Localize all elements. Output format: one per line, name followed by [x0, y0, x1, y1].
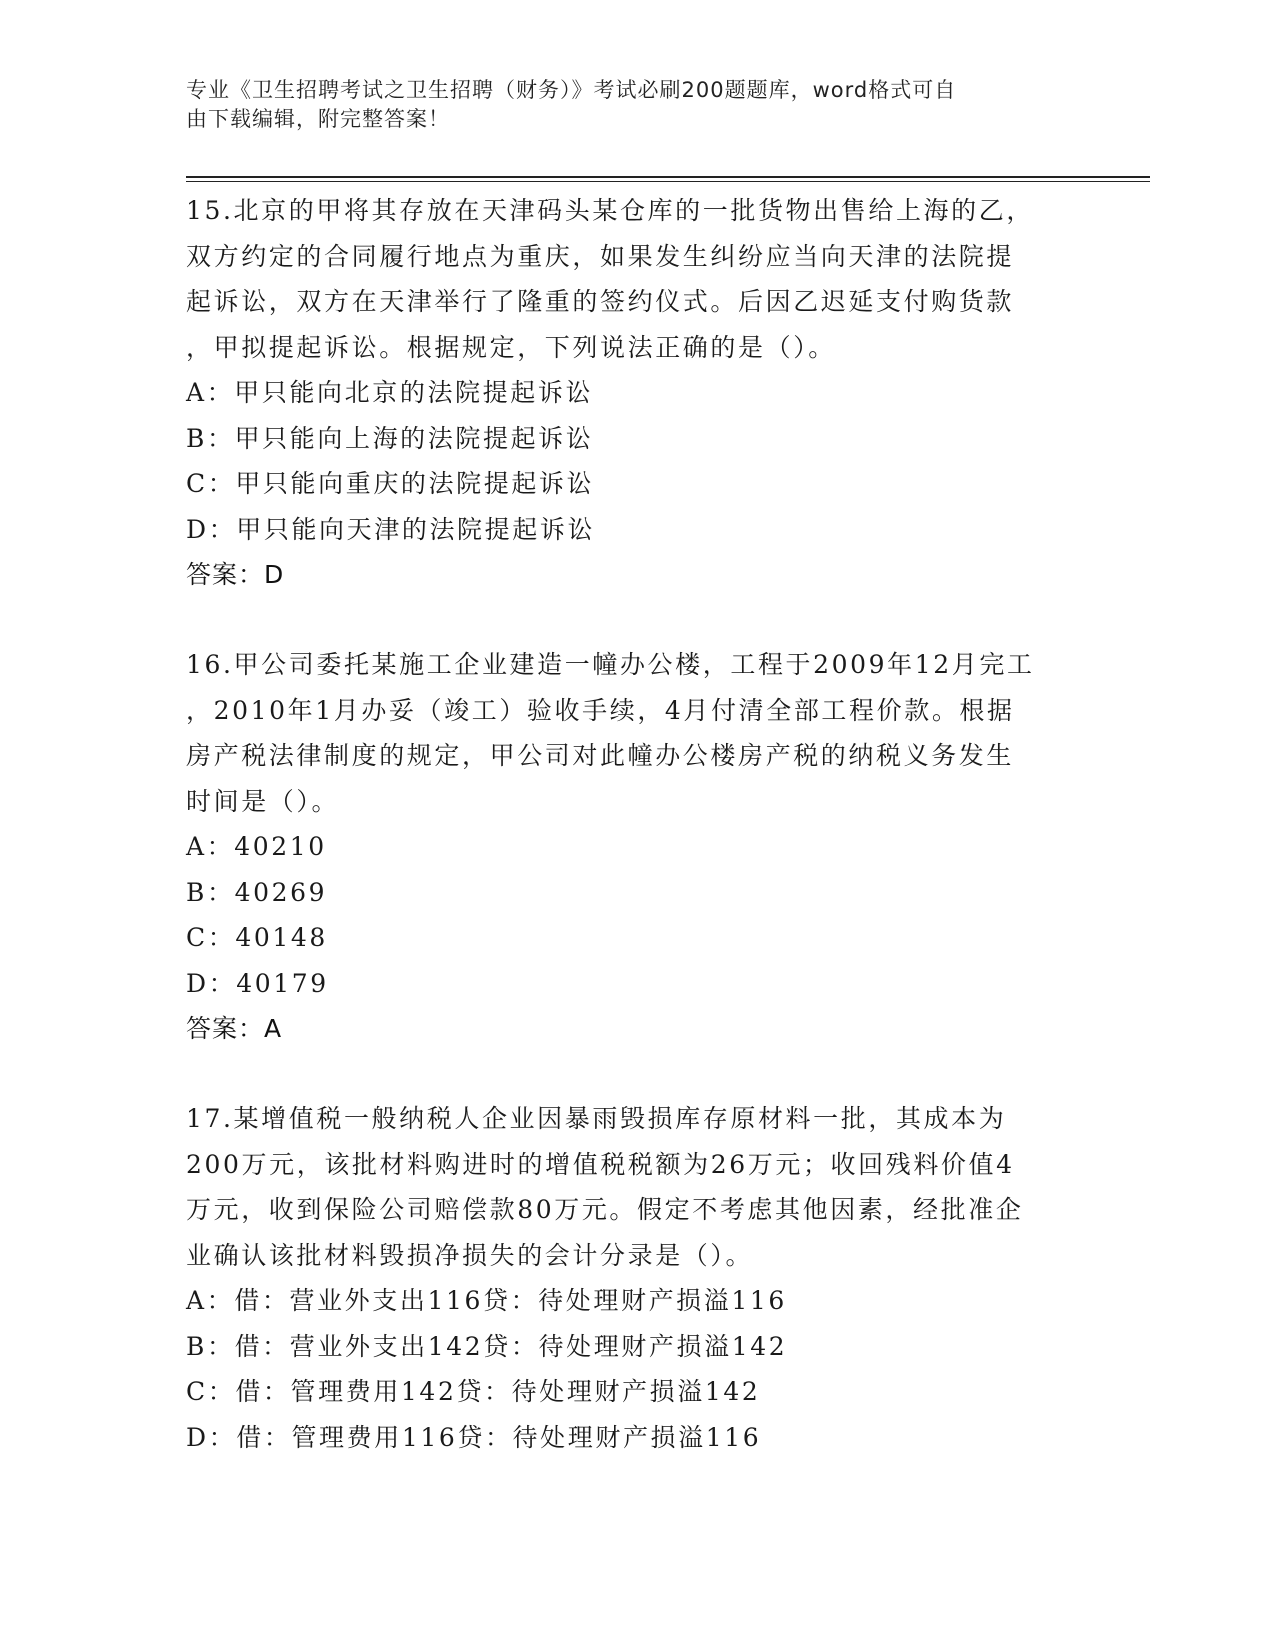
- question-stem: [186, 1096, 1066, 1278]
- question-line: 起诉讼，双方在天津举行了隆重的签约仪式。后因乙迟延支付购货款: [186, 287, 1015, 316]
- header-divider-thin: [186, 181, 1150, 182]
- question-15: [186, 188, 1066, 598]
- question-line: ，2010年1月办妥（竣工）验收手续，4月付清全部工程价款。根据: [186, 695, 1015, 725]
- question-line: 15.北京的甲将其存放在天津码头某仓库的一批货物出售给上海的乙，: [186, 196, 1034, 225]
- question-line: 时间是（）。: [186, 786, 340, 816]
- question-line: 房产税法律制度的规定，甲公司对此幢办公楼房产税的纳税义务发生: [186, 741, 1015, 770]
- question-17: [186, 1096, 1066, 1460]
- question-16: [186, 642, 1066, 1052]
- option-c: C：40148: [186, 923, 328, 952]
- option-c: C：甲只能向重庆的法院提起诉讼: [186, 469, 595, 498]
- header-line-1: 专业《卫生招聘考试之卫生招聘（财务）》考试必刷200题题库，word格式可自: [186, 78, 957, 102]
- option-c: C：借：管理费用142贷：待处理财产损溢142: [186, 1377, 761, 1406]
- answer-label: 答案：D: [186, 560, 285, 589]
- option-d: D：借：管理费用116贷：待处理财产损溢116: [186, 1422, 762, 1452]
- answer-label: 答案：A: [186, 1014, 283, 1043]
- option-b: B：甲只能向上海的法院提起诉讼: [186, 423, 594, 453]
- option-d: D：40179: [186, 968, 329, 998]
- question-line: 双方约定的合同履行地点为重庆，如果发生纠纷应当向天津的法院提: [186, 241, 1015, 271]
- header-divider-thick: [186, 176, 1150, 178]
- option-d: D：甲只能向天津的法院提起诉讼: [186, 514, 596, 544]
- question-line: 16.甲公司委托某施工企业建造一幢办公楼，工程于2009年12月完工: [186, 650, 1035, 679]
- question-line: 17.某增值税一般纳税人企业因暴雨毁损库存原材料一批，其成本为: [186, 1104, 1007, 1133]
- option-a: A：借：营业外支出116贷：待处理财产损溢116: [186, 1286, 787, 1315]
- option-b: B：40269: [186, 877, 328, 907]
- question-stem: [186, 188, 1066, 370]
- option-b: B：借：营业外支出142贷：待处理财产损溢142: [186, 1331, 788, 1361]
- question-stem: [186, 642, 1066, 824]
- option-a: A：甲只能向北京的法院提起诉讼: [186, 378, 594, 407]
- question-line: 200万元，该批材料购进时的增值税税额为26万元；收回残料价值4: [186, 1149, 1015, 1179]
- document-header: [186, 76, 1066, 134]
- question-line: 业确认该批材料毁损净损失的会计分录是（）。: [186, 1240, 754, 1270]
- header-line-2: 由下载编辑，附完整答案！: [186, 107, 450, 131]
- question-line: ，甲拟提起诉讼。根据规定，下列说法正确的是（）。: [186, 332, 836, 362]
- question-line: 万元，收到保险公司赔偿款80万元。假定不考虑其他因素，经批准企: [186, 1195, 1024, 1224]
- option-a: A：40210: [186, 832, 327, 861]
